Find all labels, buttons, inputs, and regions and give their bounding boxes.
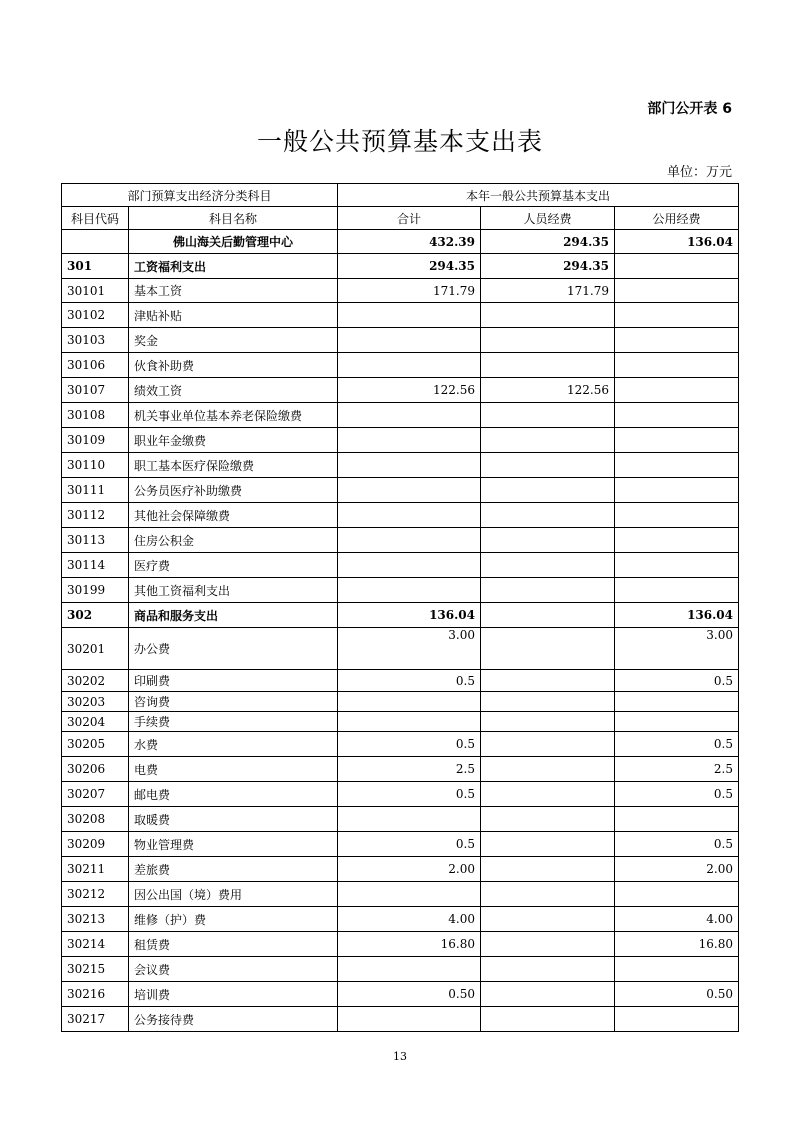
row-personnel xyxy=(481,907,615,932)
row-personnel xyxy=(481,1007,615,1032)
table-row xyxy=(62,857,739,882)
row-personnel xyxy=(481,732,615,757)
row-code xyxy=(62,230,129,254)
row-total: 122.56 xyxy=(338,378,481,403)
row-code: 30202 xyxy=(62,670,129,692)
row-public xyxy=(615,328,739,353)
column-header-row xyxy=(62,207,739,230)
row-code: 30110 xyxy=(62,453,129,478)
row-name: 电费 xyxy=(129,757,338,782)
row-public xyxy=(615,807,739,832)
row-name: 咨询费 xyxy=(129,692,338,712)
row-total xyxy=(338,403,481,428)
table-row xyxy=(62,957,739,982)
row-name: 取暖费 xyxy=(129,807,338,832)
row-total xyxy=(338,578,481,603)
row-name: 其他工资福利支出 xyxy=(129,578,338,603)
row-public xyxy=(615,882,739,907)
row-personnel xyxy=(481,832,615,857)
table-row xyxy=(62,603,739,628)
row-personnel xyxy=(481,932,615,957)
table-row xyxy=(62,782,739,807)
table-row xyxy=(62,279,739,303)
table-row xyxy=(62,982,739,1007)
row-code: 30114 xyxy=(62,553,129,578)
group-header-right: 本年一般公共预算基本支出 xyxy=(338,184,739,207)
row-code: 30199 xyxy=(62,578,129,603)
row-personnel xyxy=(481,453,615,478)
row-code: 30101 xyxy=(62,279,129,303)
row-personnel xyxy=(481,553,615,578)
row-public: 0.5 xyxy=(615,832,739,857)
row-public: 2.5 xyxy=(615,757,739,782)
row-public xyxy=(615,528,739,553)
row-total xyxy=(338,692,481,712)
row-total xyxy=(338,478,481,503)
row-total xyxy=(338,303,481,328)
row-personnel xyxy=(481,428,615,453)
table-row xyxy=(62,882,739,907)
page-title: 一般公共预算基本支出表 xyxy=(256,127,543,156)
row-code: 30204 xyxy=(62,712,129,732)
row-code: 30106 xyxy=(62,353,129,378)
row-public xyxy=(615,428,739,453)
row-personnel xyxy=(481,982,615,1007)
table-row xyxy=(62,503,739,528)
row-name: 商品和服务支出 xyxy=(129,603,338,628)
row-total xyxy=(338,528,481,553)
row-total: 136.04 xyxy=(338,603,481,628)
row-public xyxy=(615,254,739,279)
table-row xyxy=(62,932,739,957)
row-personnel: 294.35 xyxy=(481,254,615,279)
row-code: 30207 xyxy=(62,782,129,807)
row-total: 0.5 xyxy=(338,732,481,757)
row-name: 培训费 xyxy=(129,982,338,1007)
row-name: 奖金 xyxy=(129,328,338,353)
row-code: 30108 xyxy=(62,403,129,428)
row-code: 30205 xyxy=(62,732,129,757)
col-header-personnel: 人员经费 xyxy=(481,207,615,230)
row-personnel xyxy=(481,603,615,628)
row-public: 3.00 xyxy=(615,628,739,670)
row-public xyxy=(615,303,739,328)
row-public xyxy=(615,957,739,982)
row-code: 301 xyxy=(62,254,129,279)
row-code: 30213 xyxy=(62,907,129,932)
row-total: 0.5 xyxy=(338,670,481,692)
table-row xyxy=(62,732,739,757)
row-code: 30112 xyxy=(62,503,129,528)
table-row xyxy=(62,832,739,857)
row-personnel xyxy=(481,328,615,353)
table-row xyxy=(62,670,739,692)
row-name: 佛山海关后勤管理中心 xyxy=(129,230,338,254)
row-name: 绩效工资 xyxy=(129,378,338,403)
row-name: 办公费 xyxy=(129,628,338,670)
row-total xyxy=(338,503,481,528)
page-number: 13 xyxy=(393,1050,407,1063)
row-public xyxy=(615,692,739,712)
row-personnel xyxy=(481,528,615,553)
row-total xyxy=(338,712,481,732)
table-row xyxy=(62,1007,739,1032)
row-code: 30109 xyxy=(62,428,129,453)
row-total: 294.35 xyxy=(338,254,481,279)
row-total xyxy=(338,453,481,478)
row-name: 物业管理费 xyxy=(129,832,338,857)
row-public xyxy=(615,279,739,303)
row-personnel xyxy=(481,578,615,603)
table-row xyxy=(62,478,739,503)
row-code: 30217 xyxy=(62,1007,129,1032)
row-name: 租赁费 xyxy=(129,932,338,957)
row-total xyxy=(338,353,481,378)
row-name: 公务接待费 xyxy=(129,1007,338,1032)
row-name: 津贴补贴 xyxy=(129,303,338,328)
row-public xyxy=(615,378,739,403)
row-total xyxy=(338,807,481,832)
col-header-total: 合计 xyxy=(338,207,481,230)
row-personnel xyxy=(481,882,615,907)
row-public xyxy=(615,578,739,603)
row-total: 432.39 xyxy=(338,230,481,254)
table-row xyxy=(62,807,739,832)
table-tag: 部门公开表 6 xyxy=(647,101,732,117)
col-header-public: 公用经费 xyxy=(615,207,739,230)
row-name: 其他社会保障缴费 xyxy=(129,503,338,528)
row-code: 30201 xyxy=(62,628,129,670)
row-name: 公务员医疗补助缴费 xyxy=(129,478,338,503)
row-code: 30215 xyxy=(62,957,129,982)
row-code: 30111 xyxy=(62,478,129,503)
table-row xyxy=(62,757,739,782)
row-public xyxy=(615,353,739,378)
row-public xyxy=(615,453,739,478)
row-personnel xyxy=(481,782,615,807)
row-public: 136.04 xyxy=(615,603,739,628)
table-row xyxy=(62,712,739,732)
row-code: 30206 xyxy=(62,757,129,782)
row-total: 0.5 xyxy=(338,782,481,807)
row-public xyxy=(615,1007,739,1032)
row-public: 16.80 xyxy=(615,932,739,957)
table-row xyxy=(62,578,739,603)
row-code: 30203 xyxy=(62,692,129,712)
table-row xyxy=(62,628,739,670)
row-personnel xyxy=(481,478,615,503)
row-code: 30214 xyxy=(62,932,129,957)
row-public: 0.50 xyxy=(615,982,739,1007)
table-row xyxy=(62,254,739,279)
group-header-left: 部门预算支出经济分类科目 xyxy=(62,184,338,207)
row-public xyxy=(615,712,739,732)
budget-table xyxy=(61,183,739,1032)
row-name: 伙食补助费 xyxy=(129,353,338,378)
row-total: 171.79 xyxy=(338,279,481,303)
row-personnel xyxy=(481,353,615,378)
table-row xyxy=(62,303,739,328)
row-total: 0.50 xyxy=(338,982,481,1007)
row-code: 30211 xyxy=(62,857,129,882)
row-public: 136.04 xyxy=(615,230,739,254)
row-public xyxy=(615,478,739,503)
row-personnel: 122.56 xyxy=(481,378,615,403)
row-code: 30102 xyxy=(62,303,129,328)
row-total: 0.5 xyxy=(338,832,481,857)
row-public: 0.5 xyxy=(615,732,739,757)
col-header-code: 科目代码 xyxy=(62,207,129,230)
table-row xyxy=(62,403,739,428)
row-name: 住房公积金 xyxy=(129,528,338,553)
row-personnel xyxy=(481,403,615,428)
row-name: 差旅费 xyxy=(129,857,338,882)
table-row xyxy=(62,692,739,712)
row-public xyxy=(615,403,739,428)
row-total xyxy=(338,882,481,907)
row-personnel xyxy=(481,628,615,670)
row-name: 医疗费 xyxy=(129,553,338,578)
row-personnel xyxy=(481,670,615,692)
row-total: 4.00 xyxy=(338,907,481,932)
row-total xyxy=(338,957,481,982)
table-row xyxy=(62,907,739,932)
row-code: 30208 xyxy=(62,807,129,832)
row-name: 基本工资 xyxy=(129,279,338,303)
row-public: 0.5 xyxy=(615,782,739,807)
row-personnel xyxy=(481,303,615,328)
row-name: 印刷费 xyxy=(129,670,338,692)
table-row xyxy=(62,428,739,453)
row-total: 16.80 xyxy=(338,932,481,957)
row-name: 邮电费 xyxy=(129,782,338,807)
row-name: 机关事业单位基本养老保险缴费 xyxy=(129,403,338,428)
row-public xyxy=(615,503,739,528)
row-name: 因公出国（境）费用 xyxy=(129,882,338,907)
row-name: 工资福利支出 xyxy=(129,254,338,279)
row-public xyxy=(615,553,739,578)
row-name: 会议费 xyxy=(129,957,338,982)
row-personnel xyxy=(481,503,615,528)
row-name: 职工基本医疗保险缴费 xyxy=(129,453,338,478)
row-name: 手续费 xyxy=(129,712,338,732)
row-code: 30113 xyxy=(62,528,129,553)
unit-label: 单位：万元 xyxy=(666,165,732,180)
row-personnel xyxy=(481,757,615,782)
row-personnel xyxy=(481,957,615,982)
row-total xyxy=(338,553,481,578)
row-public: 0.5 xyxy=(615,670,739,692)
row-total: 2.00 xyxy=(338,857,481,882)
row-personnel: 294.35 xyxy=(481,230,615,254)
table-row xyxy=(62,328,739,353)
row-name: 维修（护）费 xyxy=(129,907,338,932)
row-total xyxy=(338,1007,481,1032)
row-code: 30209 xyxy=(62,832,129,857)
row-name: 职业年金缴费 xyxy=(129,428,338,453)
row-personnel: 171.79 xyxy=(481,279,615,303)
row-total xyxy=(338,328,481,353)
row-code: 30216 xyxy=(62,982,129,1007)
row-code: 30212 xyxy=(62,882,129,907)
row-name: 水费 xyxy=(129,732,338,757)
table-row xyxy=(62,353,739,378)
table-row xyxy=(62,528,739,553)
col-header-name: 科目名称 xyxy=(129,207,338,230)
table-row xyxy=(62,230,739,254)
group-header-row xyxy=(62,184,739,207)
row-personnel xyxy=(481,807,615,832)
row-code: 30107 xyxy=(62,378,129,403)
row-code: 30103 xyxy=(62,328,129,353)
table-row xyxy=(62,453,739,478)
row-personnel xyxy=(481,692,615,712)
row-personnel xyxy=(481,857,615,882)
table-row xyxy=(62,553,739,578)
row-code: 302 xyxy=(62,603,129,628)
table-row xyxy=(62,378,739,403)
row-public: 4.00 xyxy=(615,907,739,932)
row-total xyxy=(338,428,481,453)
row-total: 3.00 xyxy=(338,628,481,670)
row-total: 2.5 xyxy=(338,757,481,782)
row-public: 2.00 xyxy=(615,857,739,882)
row-personnel xyxy=(481,712,615,732)
